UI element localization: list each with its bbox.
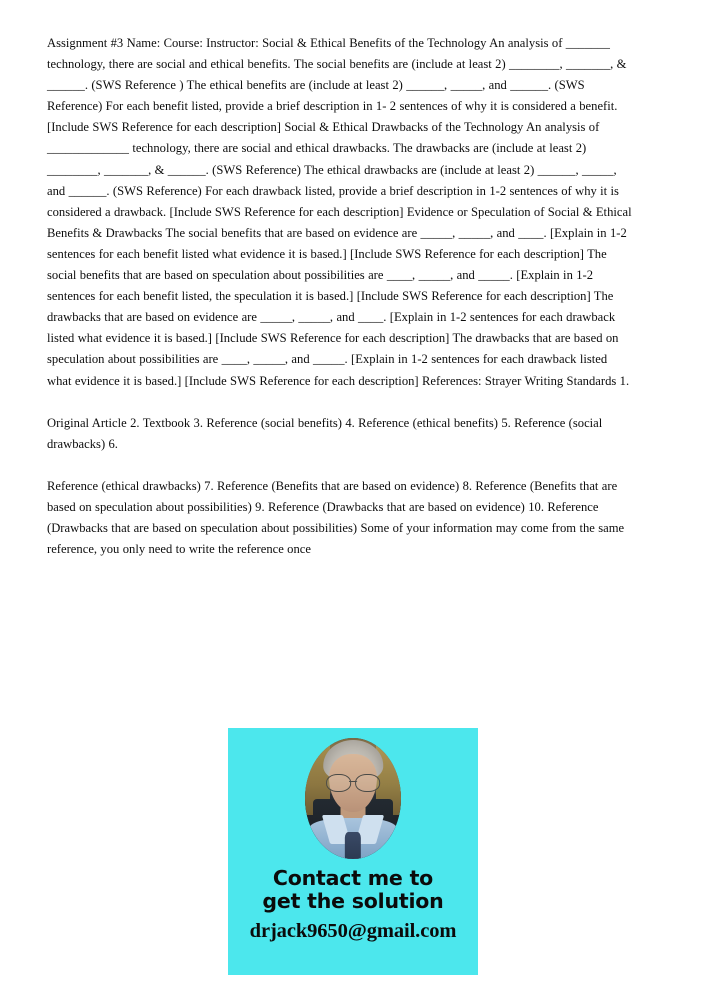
portrait-tie — [345, 832, 361, 859]
glasses-lens-right — [355, 774, 380, 792]
document-paragraph-3: Reference (ethical drawbacks) 7. Reference (Benefits that are based on evidence) 8. Reference (Benefits that are based on speculation about possibilities) 9. Reference (Drawbacks that are based on evidence) 10. Reference (Drawbacks that are based on speculation about possibilities) Some of your information may come from the same reference, you only need to write the reference once — [47, 478, 625, 557]
document-paragraph-2: Original Article 2. Textbook 3. Reference (social benefits) 4. Reference (ethical benefits) 5. Reference (social drawbacks) 6. — [47, 415, 603, 451]
avatar — [305, 738, 401, 859]
contact-headline-line-1: Contact me to — [272, 866, 434, 890]
contact-email[interactable]: drjack9650@gmail.com — [249, 920, 457, 942]
glasses-lens-left — [326, 774, 351, 792]
document-paragraph-1: Assignment #3 Name: Course: Instructor: Social & Ethical Benefits of the Technology An analysis of _______ technology, there are social and ethical benefits. The social benefits are (include at least 2) ________, _______, & ______. (SWS Reference ) The ethical benefits are (include at least 2) ______, _____, and ______. (SWS Reference) For each benefit listed, provide a brief description in 1- 2 sentences of why it is considered a benefit. [Include SWS Reference for each description] Social & Ethical Drawbacks of the Technology An analysis of _____________ technology, there are social and ethical drawbacks. The drawbacks are (include at least 2) ________, _______, & ______. (SWS Reference) The ethical drawbacks are (include at least 2) ______, _____, and ______. (SWS Reference) For each drawback listed, provide a brief description in 1-2 sentences of why it is considered a drawback. [Include SWS Reference for each description] Evidence or Speculation of Social & Ethical Benefits & Drawbacks The social benefits that are based on evidence are _____, _____, and ____. [Explain in 1-2 sentences for each benefit listed what evidence it is based.] [Include SWS Reference for each description] The social benefits that are based on speculation about possibilities are ____, _____, and _____. [Explain in 1-2 sentences for each benefit listed, the speculation it is based.] [Include SWS Reference for each description] The drawbacks that are based on evidence are _____, _____, and ____. [Explain in 1-2 sentences for each drawback listed what evidence it is based.] [Include SWS Reference for each description] The drawbacks that are based on speculation about possibilities are ____, _____, and _____. [Explain in 1-2 sentences for each drawback listed what evidence it is based.] [Include SWS Reference for each description] References: Strayer Writing Standards 1. — [47, 36, 632, 388]
portrait-photo-icon — [305, 738, 401, 859]
contact-promo-card — [228, 728, 478, 975]
document-body — [47, 33, 634, 560]
contact-headline-line-2: get the solution — [262, 889, 444, 913]
glasses-icon — [326, 774, 380, 790]
